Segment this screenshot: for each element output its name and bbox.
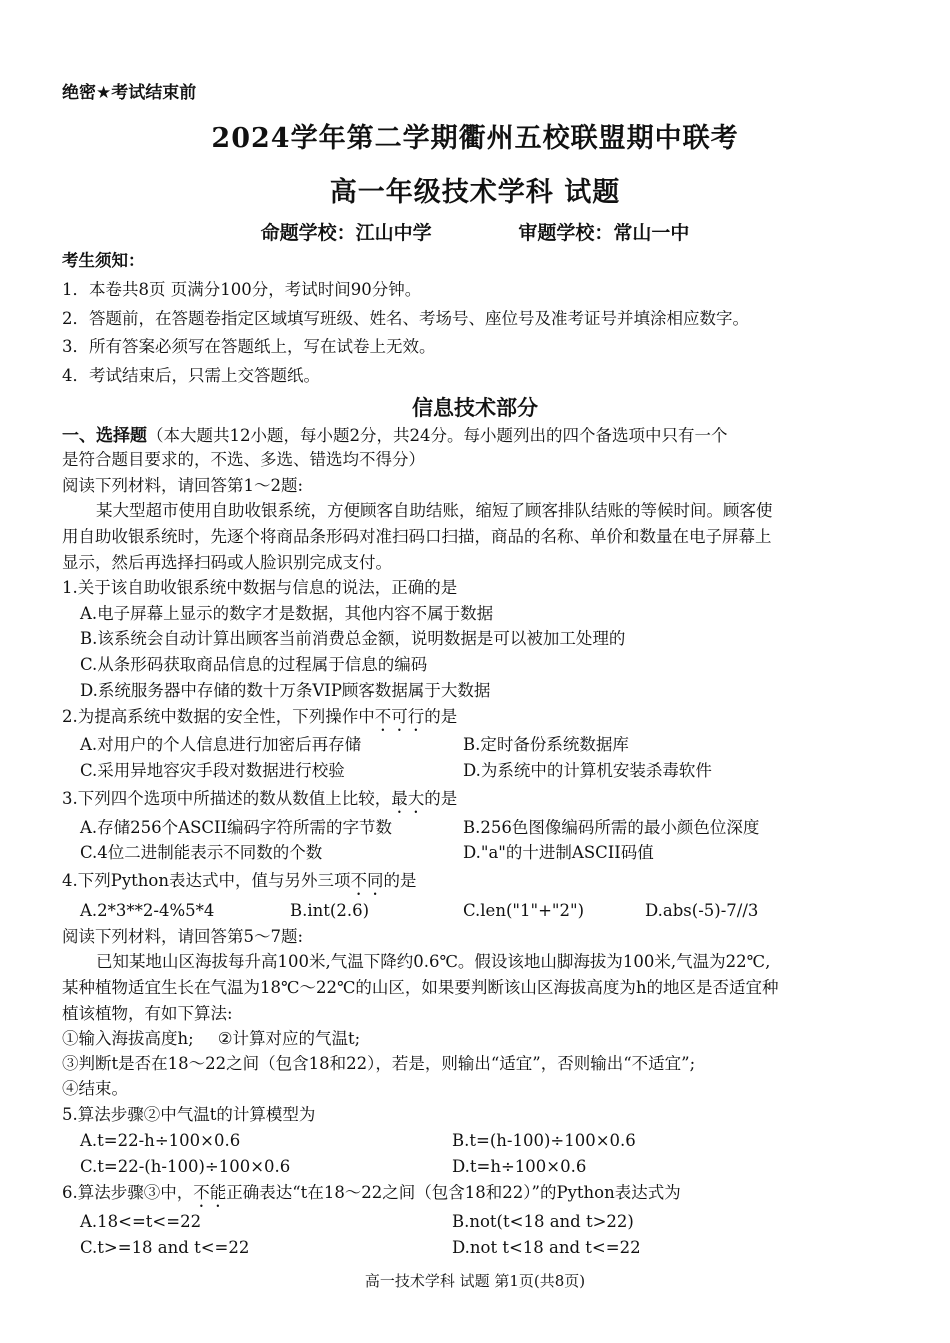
confidential-label: 绝密★考试结束前 xyxy=(62,83,197,103)
q5-option-c: C.t=22-(h-100)÷100×0.6 xyxy=(80,1157,291,1176)
q1-option-b: B.该系统会自动计算出顾客当前消费总金额，说明数据是可以被加工处理的 xyxy=(80,629,626,648)
q4-stem-emphasis: 不同 xyxy=(350,871,384,890)
note-item: 2．答题前，在答题卷指定区域填写班级、姓名、考场号、座位号及准考证号并填涂相应数字。 xyxy=(62,309,749,328)
material2-text: 植该植物，有如下算法: xyxy=(62,1004,233,1023)
q1-option-d: D.系统服务器中存储的数十万条VIP顾客数据属于大数据 xyxy=(80,681,491,700)
q6-option-d: D.not t<18 and t<=22 xyxy=(452,1238,641,1257)
note-item: 3．所有答案必须写在答题纸上，写在试卷上无效。 xyxy=(62,337,436,356)
material2-text: 某种植物适宜生长在气温为18℃～22℃的山区，如果要判断该山区海拔高度为h的地区是否适宜种 xyxy=(62,978,779,997)
q4-option-c: C.len("1"+"2") xyxy=(463,901,585,920)
q2-option-c: C.采用异地容灾手段对数据进行校验 xyxy=(80,761,345,780)
q1-option-c: C.从条形码获取商品信息的过程属于信息的编码 xyxy=(80,655,428,674)
q2-stem xyxy=(62,706,457,735)
q3-option-c: C.4位二进制能表示不同数的个数 xyxy=(80,843,323,862)
algorithm-step-1: ①输入海拔高度h; xyxy=(62,1029,194,1048)
q6-stem-text: 6.算法步骤③中， xyxy=(62,1183,194,1202)
q4-option-a: A.2*3**2-4%5*4 xyxy=(80,901,215,920)
q2-option-d: D.为系统中的计算机安装杀毒软件 xyxy=(463,761,712,780)
algorithm-step-4: ④结束。 xyxy=(62,1079,128,1098)
q3-stem xyxy=(62,788,457,817)
page-footer: 高一技术学科 试题 第1页(共8页) xyxy=(364,1272,586,1290)
q2-stem-emphasis: 不可行 xyxy=(374,707,425,726)
q3-stem-text: 3.下列四个选项中所描述的数从数值上比较， xyxy=(62,789,392,808)
q2-stem-text: 2.为提高系统中数据的安全性，下列操作中 xyxy=(62,707,375,726)
q5-option-d: D.t=h÷100×0.6 xyxy=(452,1157,587,1176)
material2-intro: 阅读下列材料，请回答第5～7题: xyxy=(62,927,304,946)
q2-stem-text: 的是 xyxy=(424,707,458,726)
material1-text: 某大型超市使用自助收银系统，方便顾客自助结账，缩短了顾客排队结账的等候时间。顾客使 xyxy=(96,501,773,520)
q4-option-b: B.int(2.6) xyxy=(290,901,370,920)
q5-option-b: B.t=(h-100)÷100×0.6 xyxy=(452,1131,636,1150)
q5-option-a: A.t=22-h÷100×0.6 xyxy=(80,1131,241,1150)
algorithm-step-2: ②计算对应的气温t; xyxy=(217,1029,361,1048)
q3-stem-emphasis: 最大 xyxy=(391,789,425,808)
q2-option-b: B.定时备份系统数据库 xyxy=(463,735,629,754)
q1-option-a: A.电子屏幕上显示的数字才是数据，其他内容不属于数据 xyxy=(80,604,494,623)
setter-school: 命题学校：江山中学 xyxy=(260,222,432,244)
q4-option-d: D.abs(-5)-7//3 xyxy=(645,901,759,920)
reviewer-school: 审题学校：常山一中 xyxy=(518,222,690,244)
exam-title: 2024学年第二学期衢州五校联盟期中联考 xyxy=(211,123,739,154)
q6-stem-text: 正确表达“t在18～22之间（包含18和22）”的Python表达式为 xyxy=(226,1183,681,1202)
q6-option-c: C.t>=18 and t<=22 xyxy=(80,1238,250,1257)
note-item: 1．本卷共8页 页满分100分，考试时间90分钟。 xyxy=(62,280,422,299)
q4-stem-text: 4.下列Python表达式中，值与另外三项 xyxy=(62,871,351,890)
material1-text: 显示，然后再选择扫码或人脸识别完成支付。 xyxy=(62,553,392,572)
q6-stem-emphasis: 不能 xyxy=(193,1183,227,1202)
section-title: 信息技术部分 xyxy=(412,396,538,420)
part1-desc: （本大题共12小题，每小题2分，共24分。每小题列出的四个备选项中只有一个 xyxy=(147,426,728,445)
q4-stem-text: 的是 xyxy=(383,871,417,890)
q3-option-a: A.存储256个ASCII编码字符所需的字节数 xyxy=(80,818,393,837)
algorithm-steps xyxy=(62,1028,360,1050)
q3-stem-text: 的是 xyxy=(424,789,458,808)
exam-subtitle: 高一年级技术学科 试题 xyxy=(329,177,621,208)
q5-stem: 5.算法步骤②中气温t的计算模型为 xyxy=(62,1105,316,1124)
material2-text: 已知某地山区海拔每升高100米,气温下降约0.6℃。假设该地山脚海拔为100米,气温为22℃, xyxy=(96,952,771,971)
school-info xyxy=(0,218,950,245)
q6-option-a: A.18<=t<=22 xyxy=(80,1212,202,1231)
q3-option-b: B.256色图像编码所需的最小颜色位深度 xyxy=(463,818,760,837)
material1-intro: 阅读下列材料，请回答第1～2题: xyxy=(62,476,304,495)
notes-heading: 考生须知： xyxy=(62,251,145,270)
note-item: 4．考试结束后，只需上交答题纸。 xyxy=(62,366,320,385)
part1-header xyxy=(62,425,728,447)
q2-option-a: A.对用户的个人信息进行加密后再存储 xyxy=(80,735,362,754)
part1-desc-cont: 是符合题目要求的，不选、多选、错选均不得分） xyxy=(62,450,425,469)
q3-option-d: D."a"的十进制ASCII码值 xyxy=(463,843,654,862)
q6-option-b: B.not(t<18 and t>22) xyxy=(452,1212,634,1231)
q4-stem xyxy=(62,870,416,899)
q6-stem xyxy=(62,1182,681,1211)
q1-stem: 1.关于该自助收银系统中数据与信息的说法，正确的是 xyxy=(62,578,458,597)
part1-title: 一、选择题 xyxy=(62,426,147,446)
algorithm-step-3: ③判断t是否在18～22之间（包含18和22），若是，则输出“适宜”，否则输出“不适宜”; xyxy=(62,1054,696,1073)
material1-text: 用自助收银系统时，先逐个将商品条形码对准扫码口扫描，商品的名称、单价和数量在电子屏幕上 xyxy=(62,527,772,546)
